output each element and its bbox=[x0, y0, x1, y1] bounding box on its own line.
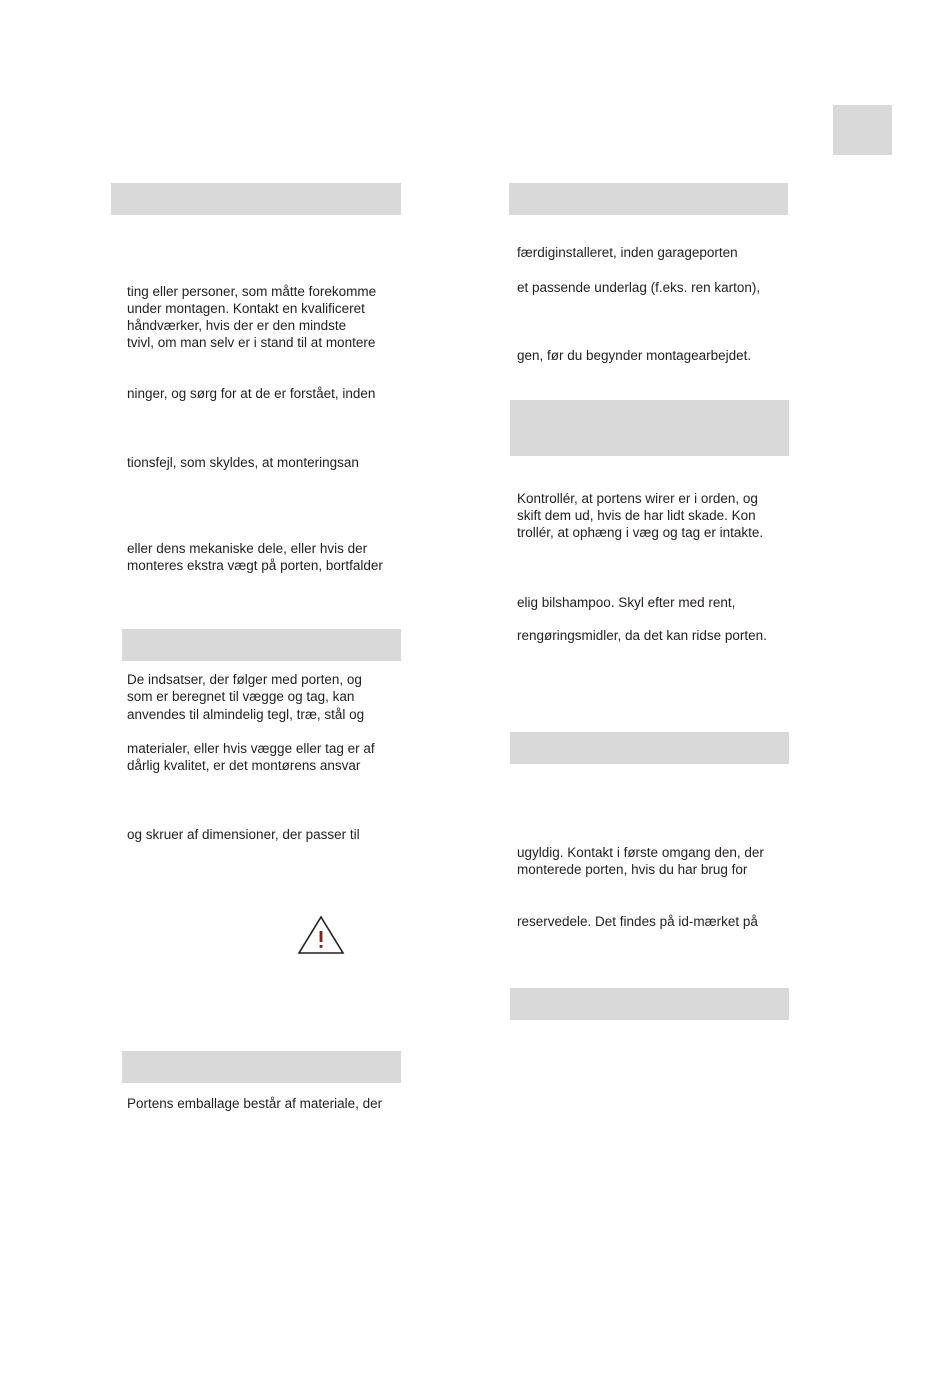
text-line: Kontrollér, at portens wirer er i orden, og bbox=[517, 491, 758, 506]
text-line: dårlig kvalitet, er det montørens ansvar bbox=[127, 758, 361, 773]
text-line: som er beregnet til vægge og tag, kan bbox=[127, 689, 355, 704]
text-line: ugyldig. Kontakt i første omgang den, der bbox=[517, 845, 764, 860]
section-header-bar bbox=[122, 1051, 401, 1083]
section-header-bar bbox=[111, 183, 401, 215]
text-line: tionsfejl, som skyldes, at monteringsan bbox=[127, 455, 359, 470]
section-header-bar bbox=[510, 988, 789, 1020]
text-line: tvivl, om man selv er i stand til at montere bbox=[127, 335, 376, 350]
text-line: gen, før du begynder montagearbejdet. bbox=[517, 348, 752, 363]
warning-triangle-icon bbox=[296, 914, 346, 956]
text-line: et passende underlag (f.eks. ren karton), bbox=[517, 280, 761, 295]
text-line: rengøringsmidler, da det kan ridse porten. bbox=[517, 628, 767, 643]
section-header-bar bbox=[510, 400, 789, 456]
text-line: De indsatser, der følger med porten, og bbox=[127, 672, 362, 687]
text-line: eller dens mekaniske dele, eller hvis der bbox=[127, 541, 368, 556]
section-header-bar bbox=[510, 732, 789, 764]
text-line: anvendes til almindelig tegl, træ, stål og bbox=[127, 707, 365, 722]
text-line: færdiginstalleret, inden garageporten bbox=[517, 245, 738, 260]
text-line: håndværker, hvis der er den mindste bbox=[127, 318, 347, 333]
text-line: materialer, eller hvis vægge eller tag er af bbox=[127, 741, 375, 756]
section-header-bar bbox=[509, 183, 788, 215]
text-line: elig bilshampoo. Skyl efter med rent, bbox=[517, 595, 736, 610]
text-line: monterede porten, hvis du har brug for bbox=[517, 862, 748, 877]
text-line: trollér, at ophæng i væg og tag er intakte. bbox=[517, 525, 764, 540]
text-line: ninger, og sørg for at de er forstået, inden bbox=[127, 386, 376, 401]
text-line: skift dem ud, hvis de har lidt skade. Kon bbox=[517, 508, 756, 523]
text-line: under montagen. Kontakt en kvalificeret bbox=[127, 301, 365, 316]
text-line: Portens emballage består af materiale, der bbox=[127, 1096, 383, 1111]
page-tab-marker bbox=[833, 105, 892, 155]
text-line: reservedele. Det findes på id-mærket på bbox=[517, 914, 758, 929]
text-line: ting eller personer, som måtte forekomme bbox=[127, 284, 377, 299]
section-header-bar bbox=[122, 629, 401, 661]
text-line: og skruer af dimensioner, der passer til bbox=[127, 827, 360, 842]
text-line: monteres ekstra vægt på porten, bortfalder bbox=[127, 558, 383, 573]
